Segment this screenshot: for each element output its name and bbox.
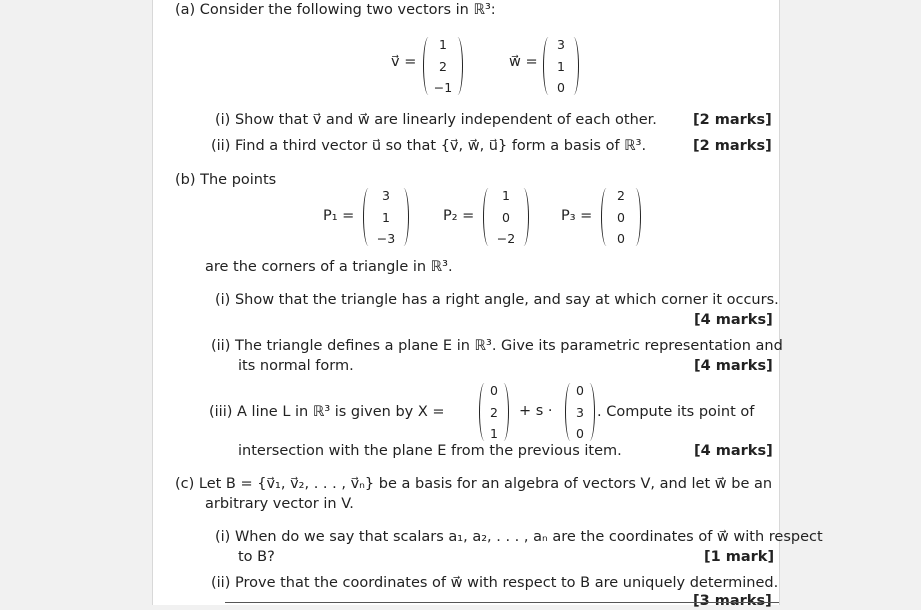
vector-w bbox=[543, 37, 579, 95]
point-p1-entry: 1 bbox=[382, 209, 390, 225]
point-p2 bbox=[483, 188, 529, 246]
line-base-entry: 1 bbox=[490, 426, 498, 441]
point-p1 bbox=[363, 188, 409, 246]
point-p1-entry: 3 bbox=[382, 188, 390, 203]
point-p3-entry: 0 bbox=[617, 231, 625, 246]
line-direction-entry: 0 bbox=[576, 383, 584, 398]
line-direction-entry: 3 bbox=[576, 404, 584, 420]
part-c-ii-text: (ii) Prove that the coordinates of w⃗ with respect to B are uniquely determined. bbox=[211, 575, 779, 591]
line-direction-entry: 0 bbox=[576, 426, 584, 441]
vector-w-label: w⃗ = bbox=[509, 54, 538, 70]
part-c-ii-marks: [3 marks] bbox=[693, 593, 772, 609]
point-p1-entry: −3 bbox=[376, 231, 396, 246]
part-c-i-marks: [1 mark] bbox=[704, 549, 775, 565]
vector-w-entry: 1 bbox=[557, 58, 565, 74]
point-p2-label: P₂ = bbox=[443, 208, 475, 224]
vector-v-entry: −1 bbox=[433, 80, 453, 95]
part-b-iii-post: . Compute its point of bbox=[597, 404, 755, 420]
part-a-i-marks: [2 marks] bbox=[693, 112, 772, 128]
line-base-entry: 0 bbox=[490, 383, 498, 398]
part-c-i-line2: to B? bbox=[238, 549, 275, 565]
point-p2-entry: −2 bbox=[496, 231, 516, 246]
vector-v-entry: 1 bbox=[439, 37, 447, 52]
part-b-intro: (b) The points bbox=[175, 172, 277, 188]
part-a-i-text: (i) Show that v⃗ and w⃗ are linearly independent of each other. bbox=[215, 112, 657, 128]
part-c-line1: (c) Let B = {v⃗₁, v⃗₂, . . . , v⃗ₙ} be a basis for an algebra of vectors V, and let w⃗ be an bbox=[175, 476, 773, 492]
part-b-iii-line2: intersection with the plane E from the previous item. bbox=[238, 443, 622, 459]
vector-w-entry: 0 bbox=[557, 80, 565, 95]
page-divider bbox=[225, 602, 779, 603]
point-p3-entry: 2 bbox=[617, 188, 625, 203]
vector-v bbox=[423, 37, 463, 95]
line-base-entry: 2 bbox=[490, 404, 498, 420]
line-base-vector bbox=[479, 383, 509, 441]
part-b-iii-pre: (iii) A line L in ℝ³ is given by X = bbox=[209, 404, 445, 420]
point-p2-entry: 0 bbox=[502, 209, 510, 225]
part-b-i-marks: [4 marks] bbox=[694, 312, 773, 328]
part-a-ii-marks: [2 marks] bbox=[693, 138, 772, 154]
point-p1-label: P₁ = bbox=[323, 208, 355, 224]
part-c-line2: arbitrary vector in V. bbox=[205, 496, 354, 512]
part-b-ii-marks: [4 marks] bbox=[694, 358, 773, 374]
point-p3-label: P₃ = bbox=[561, 208, 593, 224]
part-b-ii-line2: its normal form. bbox=[238, 358, 354, 374]
part-b-i-text: (i) Show that the triangle has a right angle, and say at which corner it occurs. bbox=[215, 292, 779, 308]
vector-v-entry: 2 bbox=[439, 58, 447, 74]
point-p2-entry: 1 bbox=[502, 188, 510, 203]
part-b-after: are the corners of a triangle in ℝ³. bbox=[205, 259, 453, 275]
part-b-ii-line1: (ii) The triangle defines a plane E in ℝ³. Give its parametric representation and bbox=[211, 338, 783, 354]
vector-v-label: v⃗ = bbox=[391, 54, 417, 70]
point-p3 bbox=[601, 188, 641, 246]
vector-w-entry: 3 bbox=[557, 37, 565, 52]
line-direction-vector bbox=[565, 383, 595, 441]
exam-page bbox=[152, 0, 823, 609]
point-p3-entry: 0 bbox=[617, 209, 625, 225]
part-b-iii-marks: [4 marks] bbox=[694, 443, 773, 459]
line-plus-s: + s · bbox=[519, 403, 553, 419]
part-a-ii-text: (ii) Find a third vector u⃗ so that {v⃗, w⃗, u⃗} form a basis of ℝ³. bbox=[211, 138, 647, 154]
part-c-i-line1: (i) When do we say that scalars a₁, a₂, . . . , aₙ are the coordinates of w⃗ with respect bbox=[215, 529, 823, 545]
part-a-intro: (a) Consider the following two vectors in ℝ³: bbox=[175, 2, 496, 18]
